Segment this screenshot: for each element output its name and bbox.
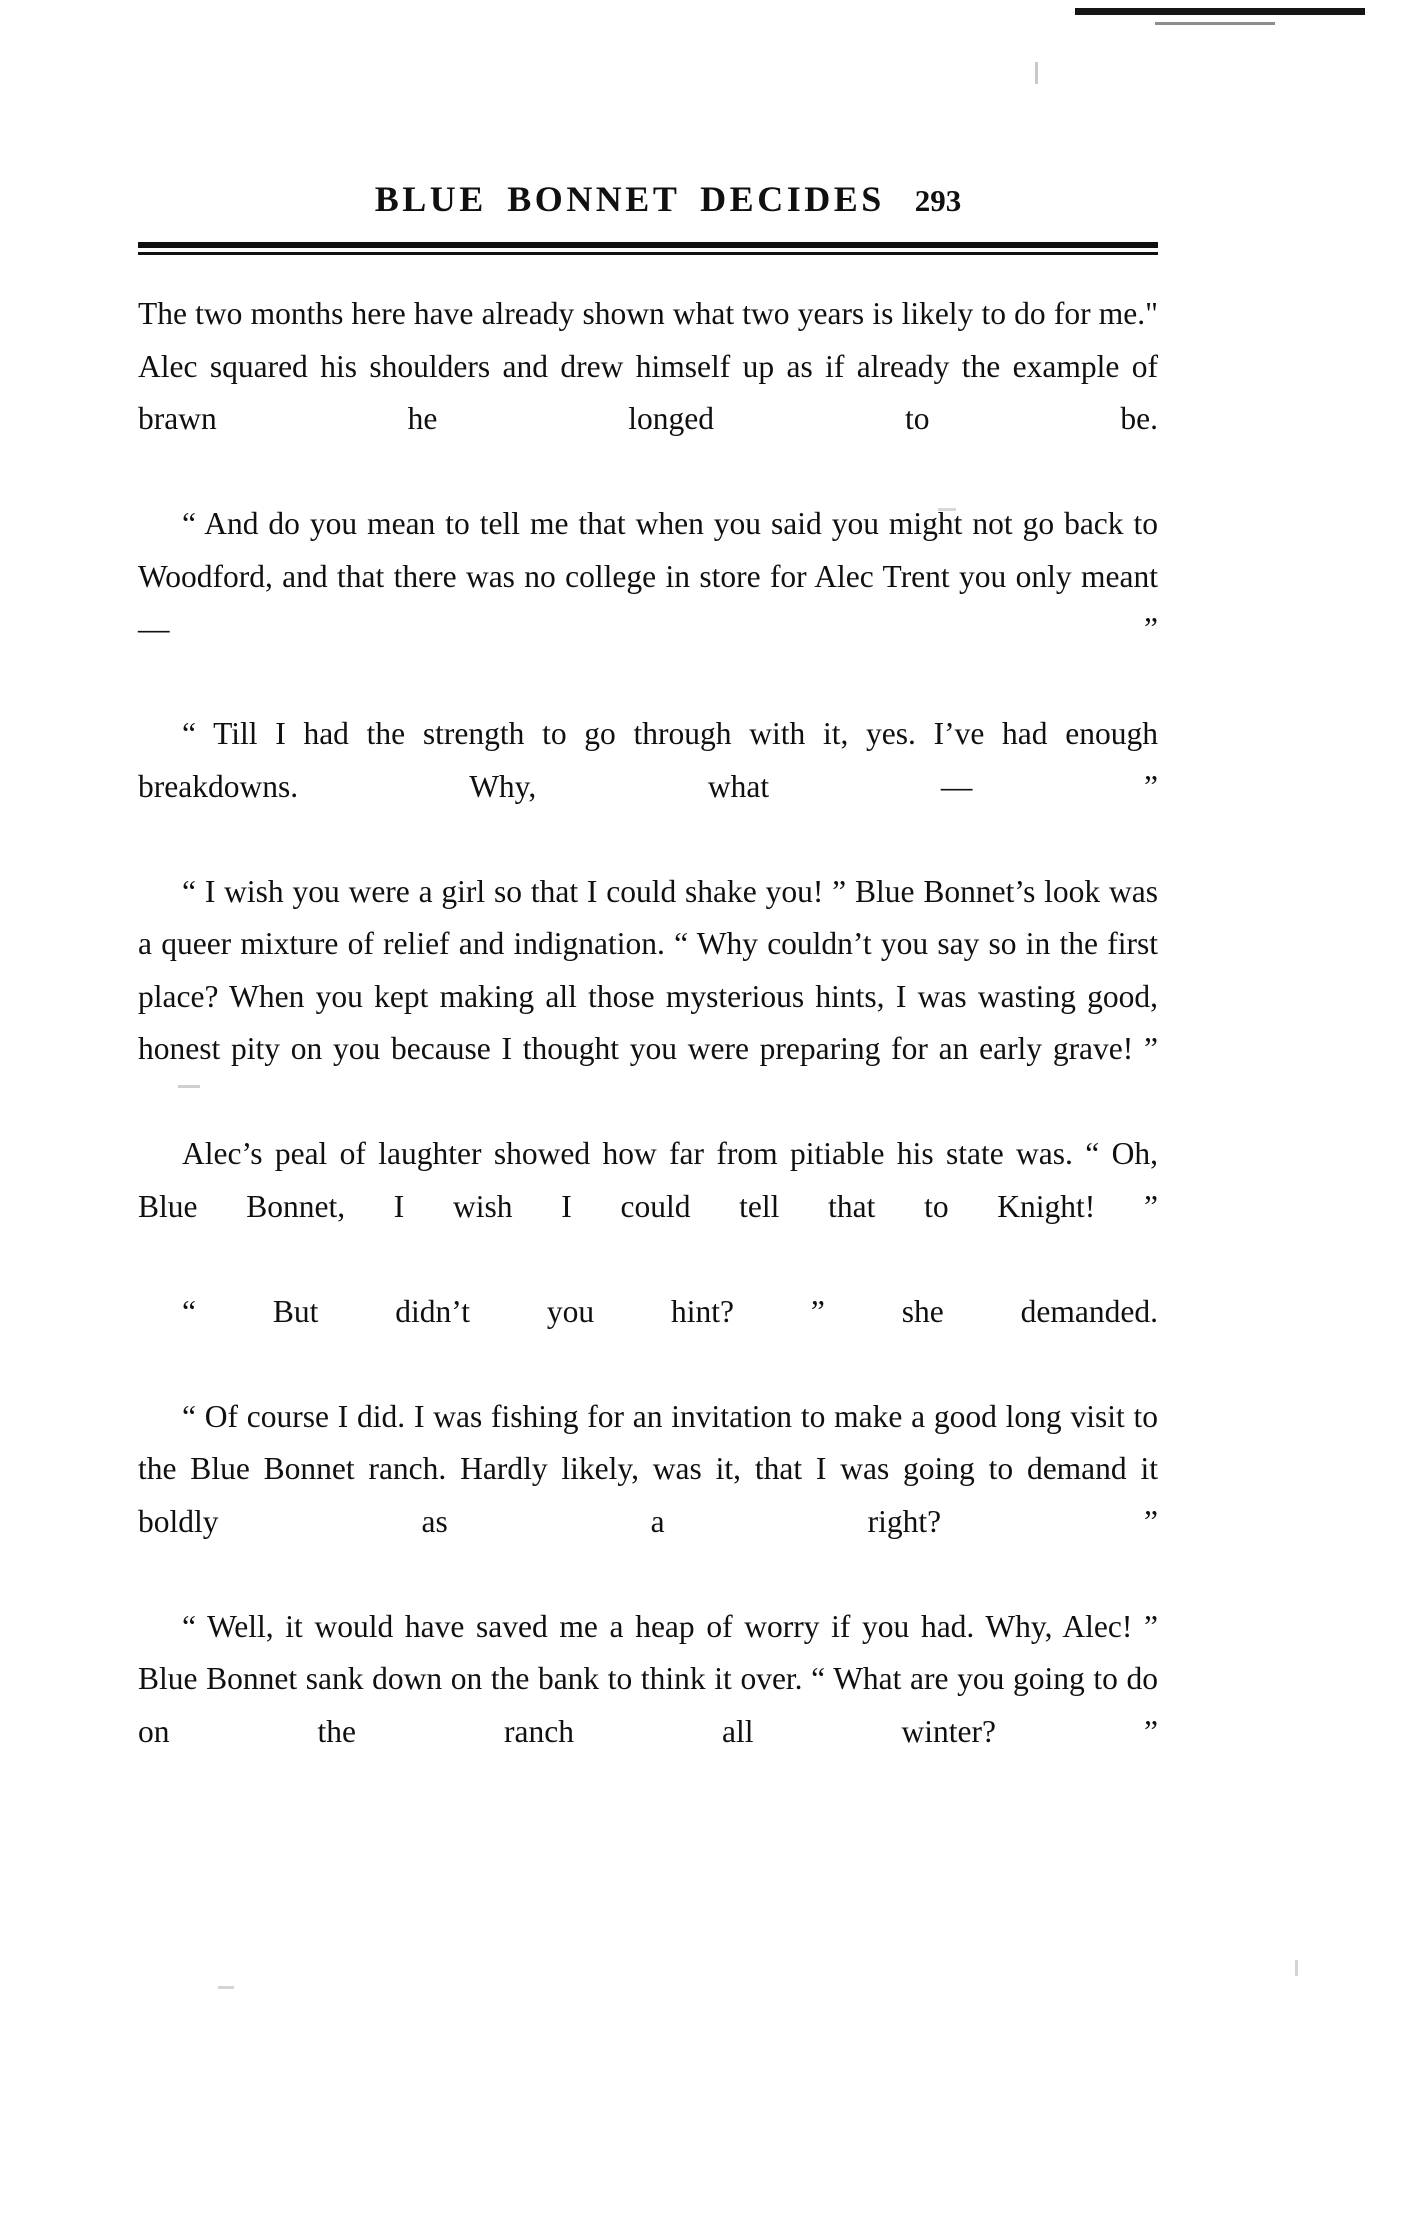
paragraph: “ Well, it would have saved me a heap of worry if you had. Why, Alec! ” Blue Bonnet sank down on the bank to think it over. “ What are you going to do on the ranch all winter? ” — [138, 1608, 1158, 1749]
page-header — [138, 178, 1158, 220]
page-content — [138, 178, 1158, 1811]
paragraph: The two months here have already shown what two years is likely to do for me." Alec squared his shoulders and drew himself up as if already the example of brawn he longed to be. — [138, 296, 1158, 436]
paragraph: “ Till I had the strength to go through with it, yes. I’ve had enough breakdowns. Why, what — ” — [138, 716, 1158, 804]
header-rule-thick — [138, 242, 1158, 248]
paragraph: “ Of course I did. I was fishing for an invitation to make a good long visit to the Blue Bonnet ranch. Hardly likely, was it, that I was going to demand it boldly as a right? ” — [138, 1398, 1158, 1539]
paragraph: “ And do you mean to tell me that when you said you might not go back to Woodford, and that there was no college in store for Alec Trent you only meant — ” — [138, 506, 1158, 646]
header-rule-thin — [138, 252, 1158, 255]
scan-speck — [1035, 62, 1038, 84]
scan-speck — [1295, 1960, 1298, 1976]
paragraph: “ I wish you were a girl so that I could shake you! ” Blue Bonnet’s look was a queer mixture of relief and indignation. “ Why couldn’t you say so in the first place? When you kept making all those mysterious hints, I was wasting good, honest pity on you because I thought you were preparing for an early grave! ” — [138, 873, 1158, 1066]
paragraph: Alec’s peal of laughter showed how far from pitiable his state was. “ Oh, Blue Bonnet, I wish I could tell that to Knight! ” — [138, 1136, 1158, 1224]
body-text — [138, 288, 1158, 1811]
page-number: 293 — [914, 183, 962, 218]
scan-speck — [218, 1986, 234, 1989]
scan-artifact-top-right-secondary — [1155, 22, 1275, 25]
scan-artifact-top-right — [1075, 8, 1365, 15]
running-head: BLUE BONNET DECIDES — [374, 179, 885, 219]
header-rule — [138, 242, 1158, 255]
paragraph: “ But didn’t you hint? ” she demanded. — [182, 1293, 1158, 1329]
